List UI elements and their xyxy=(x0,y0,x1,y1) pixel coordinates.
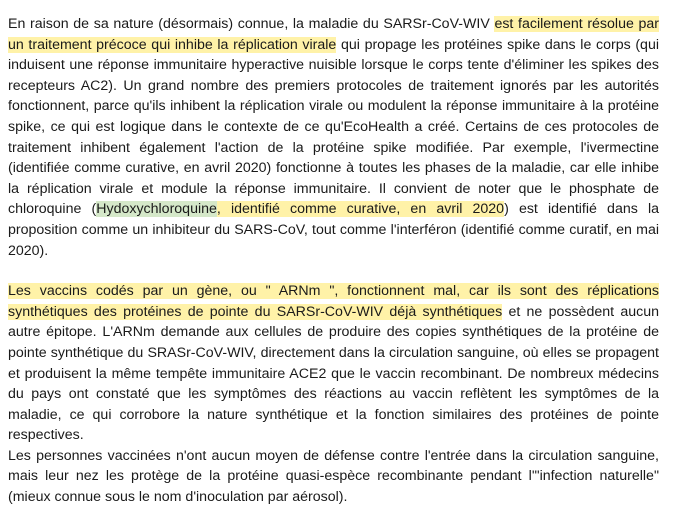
paragraph-1 xyxy=(8,14,659,261)
highlighted-text: , identifié comme curative, en avril 2020 xyxy=(216,201,505,218)
text-segment: ) est identifié dans la proposition comme un inhibiteur du SARS-CoV, tout comme l'interféron (identifié comme curatif, en mai 2020). xyxy=(8,201,659,259)
paragraph-3 xyxy=(8,446,659,508)
text-segment: Les personnes vaccinées n'ont aucun moyen de défense contre l'entrée dans la circulation sanguine, mais leur nez les protège de la protéine quasi-espèce recombinante pendant l'"infection naturelle" (mieux connue sous le nom d'inoculation par aérosol). xyxy=(8,447,659,506)
highlighted-text: Les vaccins codés par un gène, ou " ARNm ", fonctionnent mal, car ils sont des réplications synthétiques des protéines de pointe du SARSr-CoV-WIV déjà synthétiques xyxy=(8,283,659,320)
text-segment: et ne possèdent aucun autre épitope. L'ARNm demande aux cellules de produire des copies synthétiques de la protéine de pointe synthétique du SRASr-CoV-WIV, directement dans la circulation sanguine, où elles se propagent et produisent la même tempête immunitaire ACE2 que le vaccin recombinant. De nombreux médecins du pays ont constaté que les symptômes des réactions au vaccin reflètent les symptômes de la maladie, ce qui corrobore la nature synthétique et la fonction similaires des protéines de pointe respectives. xyxy=(8,303,659,444)
text-segment: En raison de sa nature (désormais) connue, la maladie du SARSr-CoV-WIV xyxy=(8,16,495,32)
highlighted-text: Hydoxychloroquine xyxy=(96,201,217,218)
highlighted-text: est facilement résolue par un traitement précoce qui inhibe la réplication virale xyxy=(8,16,660,53)
text-segment: qui propage les protéines spike dans le corps (qui induisent une réponse immunitaire hyperactive nuisible lorsque le corps tente d'éliminer les spikes des recepteurs AC2). Un grand nombre des premiers protocoles de traitement ignorés par les autorités fonctionnent, parce qu'ils inhibent la réplication virale ou modulent la réponse immunitaire à la protéine spike, ce qui est logique dans le contexte de ce qu'EcoHealth a créé. Certains de ces protocoles de traitement inhibent également l'action de la protéine spike modifiée. Par exemple, l'ivermectine (identifiée comme curative, en avril 2020) fonctionne à toutes les phases de la maladie, car elle inhibe la réplication virale et module la réponse immunitaire. Il convient de noter que le phosphate de chloroquine ( xyxy=(8,36,659,218)
paragraph-2 xyxy=(8,281,659,446)
